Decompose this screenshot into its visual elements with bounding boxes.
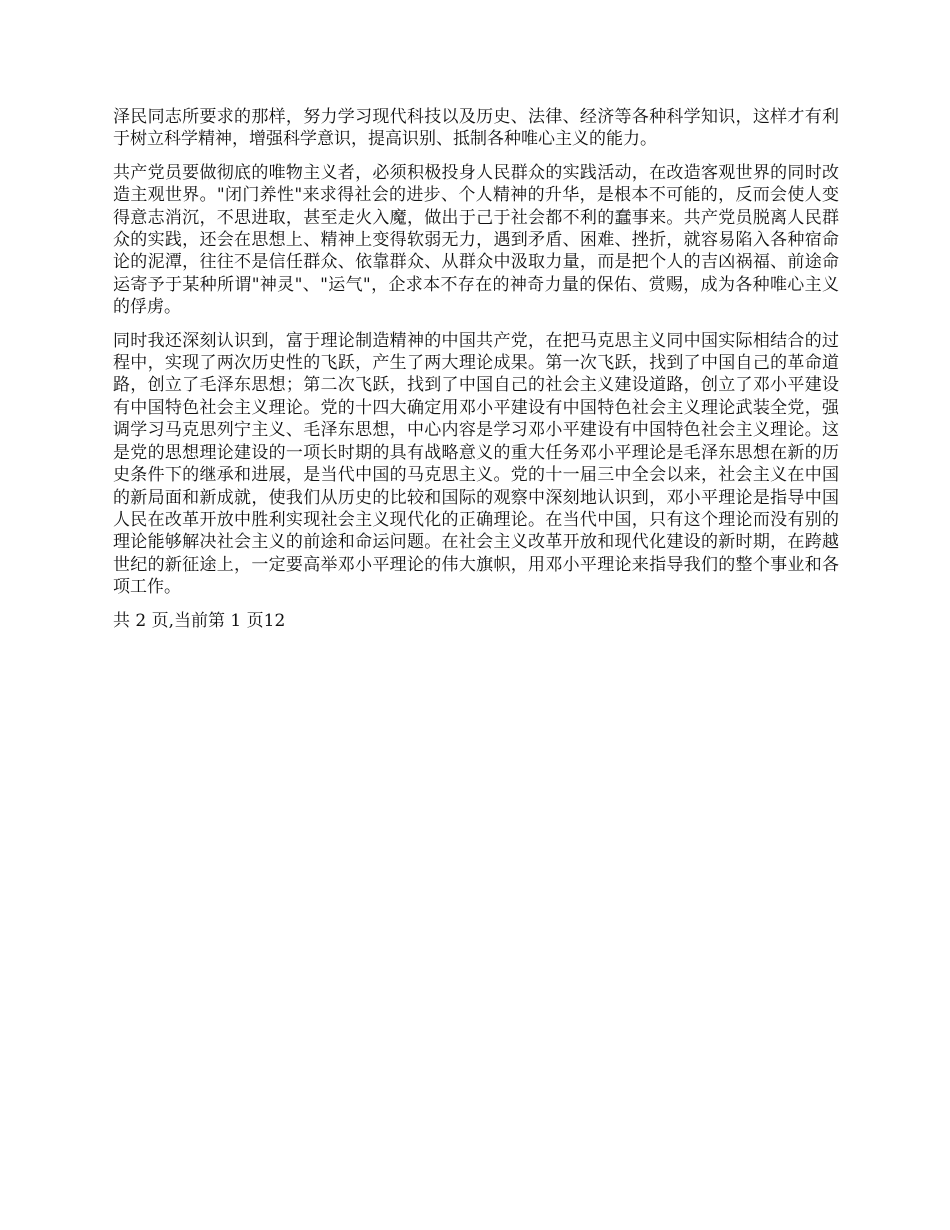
paragraph-3: 同时我还深刻认识到，富于理论制造精神的中国共产党，在把马克思主义同中国实际相结合的过程中，实现了两次历史性的飞跃，产生了两大理论成果。第一次飞跃，找到了中国自己的革命道路，创立了毛泽东思想；第二次飞跃，找到了中国自己的社会主义建设道路，创立了邓小平建设有中国特色社会主义理论。党的十四大确定用邓小平建设有中国特色社会主义理论武装全党，强调学习马克思列宁主义、毛泽东思想，中心内容是学习邓小平建设有中国特色社会主义理论。这是党的思想理论建设的一项长时期的具有战略意义的重大任务邓小平理论是毛泽东思想在新的历史条件下的继承和进展，是当代中国的马克思主义。党的十一届三中全会以来，社会主义在中国的新局面和新成就，使我们从历史的比较和国际的观察中深刻地认识到，邓小平理论是指导中国人民在改革开放中胜利实现社会主义现代化的正确理论。在当代中国，只有这个理论而没有别的理论能够解决社会主义的前途和命运问题。在社会主义改革开放和现代化建设的新时期，在跨越世纪的新征途上，一定要高举邓小平理论的伟大旗帜，用邓小平理论来指导我们的整个事业和各项工作。 — [113, 330, 839, 598]
page-link-2[interactable]: 2 — [274, 610, 286, 631]
paragraph-1: 泽民同志所要求的那样，努力学习现代科技以及历史、法律、经济等各种科学知识，这样才有利于树立科学精神，增强科学意识，提高识别、抵制各种唯心主义的能力。 — [113, 107, 839, 150]
paragraph-2: 共产党员要做彻底的唯物主义者，必须积极投身人民群众的实践活动，在改造客观世界的同时改造主观世界。"闭门养性"来求得社会的进步、个人精神的升华，是根本不可能的，反而会使人变得意志消沉，不思进取，甚至走火入魔，做出于己于社会都不利的蠢事来。共产党员脱离人民群众的实践，还会在思想上、精神上变得软弱无力，遇到矛盾、困难、挫折，就容易陷入各种宿命论的泥潭，往往不是信任群众、依靠群众、从群众中汲取力量，而是把个人的吉凶祸福、前途命运寄予于某种所谓"神灵"、"运气"，企求本不存在的神奇力量的保佑、赏赐，成为各种唯心主义的俘虏。 — [113, 162, 839, 318]
pagination — [113, 610, 839, 632]
pagination-summary: 共 2 页,当前第 1 页 — [113, 610, 264, 631]
document-page — [113, 106, 839, 632]
page-link-1[interactable]: 1 — [263, 610, 275, 631]
